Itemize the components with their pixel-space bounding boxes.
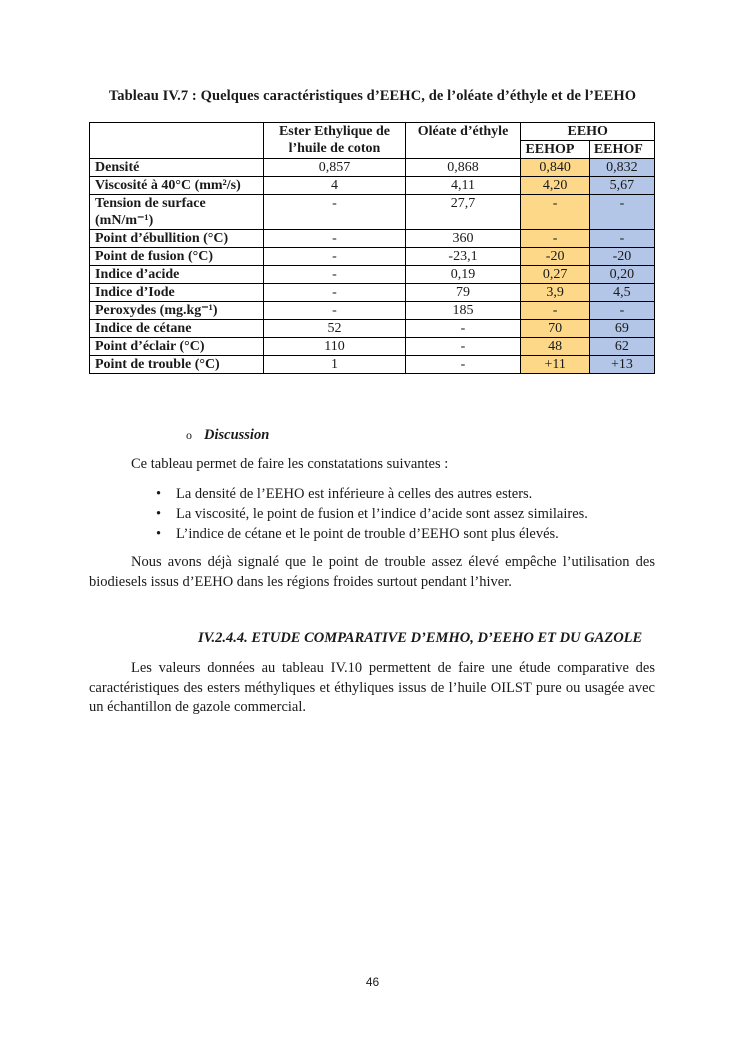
table-row: [90, 248, 655, 266]
bullet-icon: •: [156, 486, 162, 502]
cell-oleate-ethyle: 27,7: [405, 195, 521, 230]
table-row: [90, 195, 655, 230]
observations-list: [130, 484, 650, 544]
header-eeho-group: EEHO: [521, 123, 655, 141]
cell-eehop: -20: [521, 248, 589, 266]
row-label: Viscosité à 40°C (mm²/s): [90, 177, 264, 195]
row-label: Point de fusion (°C): [90, 248, 264, 266]
table-row: [90, 302, 655, 320]
cell-ester-ethylique: -: [264, 266, 405, 284]
cell-eehop: -: [521, 195, 589, 230]
header-eehof: EEHOF: [589, 141, 654, 159]
cell-ester-ethylique: -: [264, 248, 405, 266]
cell-eehof: -: [589, 302, 654, 320]
header-eehop: EEHOP: [521, 141, 589, 159]
cell-eehop: 48: [521, 338, 589, 356]
cell-eehof: 5,67: [589, 177, 654, 195]
cell-eehop: -: [521, 302, 589, 320]
cell-eehof: 69: [589, 320, 654, 338]
properties-table: [89, 122, 655, 374]
circle-bullet-icon: o: [186, 428, 192, 442]
row-label: Peroxydes (mg.kg⁻¹): [90, 302, 264, 320]
cell-ester-ethylique: -: [264, 284, 405, 302]
cell-ester-ethylique: 1: [264, 356, 405, 374]
row-label: Point d’ébullition (°C): [90, 230, 264, 248]
row-label: Indice de cétane: [90, 320, 264, 338]
table-row: [90, 159, 655, 177]
row-label: Point de trouble (°C): [90, 356, 264, 374]
cell-eehop: 70: [521, 320, 589, 338]
cell-ester-ethylique: -: [264, 195, 405, 230]
discussion-paragraph: Nous avons déjà signalé que le point de trouble assez élevé empêche l’utilisation des biodiesels issus d’EEHO dans les régions froides surtout pendant l’hiver.: [89, 554, 655, 590]
table-row: [90, 177, 655, 195]
cell-eehof: 0,20: [589, 266, 654, 284]
list-item-text: L’indice de cétane et le point de trouble d’EEHO sont plus élevés.: [176, 526, 559, 542]
cell-ester-ethylique: 4: [264, 177, 405, 195]
cell-ester-ethylique: 0,857: [264, 159, 405, 177]
cell-ester-ethylique: -: [264, 230, 405, 248]
row-label: Indice d’Iode: [90, 284, 264, 302]
row-label: Tension de surface (mN/m⁻¹): [90, 195, 264, 230]
bullet-icon: •: [156, 506, 162, 522]
cell-eehop: 0,840: [521, 159, 589, 177]
list-item: [130, 484, 650, 504]
cell-eehof: -: [589, 195, 654, 230]
list-item-text: La viscosité, le point de fusion et l’indice d’acide sont assez similaires.: [176, 506, 588, 522]
cell-eehop: 4,20: [521, 177, 589, 195]
cell-eehof: -: [589, 230, 654, 248]
row-label: Indice d’acide: [90, 266, 264, 284]
cell-oleate-ethyle: 360: [405, 230, 521, 248]
cell-oleate-ethyle: -23,1: [405, 248, 521, 266]
cell-oleate-ethyle: 4,11: [405, 177, 521, 195]
cell-oleate-ethyle: 79: [405, 284, 521, 302]
cell-eehof: 0,832: [589, 159, 654, 177]
table-row: [90, 266, 655, 284]
cell-oleate-ethyle: 0,19: [405, 266, 521, 284]
table-row: [90, 284, 655, 302]
cell-eehof: +13: [589, 356, 654, 374]
table-row: [90, 230, 655, 248]
table-caption: Tableau IV.7 : Quelques caractéristiques d’EEHC, de l’oléate d’éthyle et de l’EEHO: [108, 88, 637, 104]
cell-eehop: 0,27: [521, 266, 589, 284]
cell-eehop: -: [521, 230, 589, 248]
cell-eehof: -20: [589, 248, 654, 266]
table-row: [90, 338, 655, 356]
list-item-text: La densité de l’EEHO est inférieure à celles des autres esters.: [176, 486, 533, 502]
section-heading: IV.2.4.4. ETUDE COMPARATIVE D’EMHO, D’EEHO ET DU GAZOLE: [198, 630, 643, 646]
cell-eehop: 3,9: [521, 284, 589, 302]
header-ester-ethylique: Ester Ethylique de l’huile de coton: [264, 123, 405, 159]
cell-eehof: 4,5: [589, 284, 654, 302]
row-label: Densité: [90, 159, 264, 177]
bullet-icon: •: [156, 526, 162, 542]
discussion-title: Discussion: [204, 427, 270, 443]
table-row: [90, 356, 655, 374]
discussion-heading: [186, 427, 269, 444]
cell-oleate-ethyle: -: [405, 356, 521, 374]
cell-oleate-ethyle: 185: [405, 302, 521, 320]
cell-oleate-ethyle: -: [405, 338, 521, 356]
cell-oleate-ethyle: -: [405, 320, 521, 338]
cell-oleate-ethyle: 0,868: [405, 159, 521, 177]
page-number: 46: [365, 975, 380, 989]
cell-ester-ethylique: -: [264, 302, 405, 320]
cell-eehop: +11: [521, 356, 589, 374]
header-row: [90, 123, 655, 141]
cell-eehof: 62: [589, 338, 654, 356]
cell-ester-ethylique: 110: [264, 338, 405, 356]
header-oleate-ethyle: Oléate d’éthyle: [405, 123, 521, 159]
list-item: [130, 504, 650, 524]
discussion-intro: Ce tableau permet de faire les constatations suivantes :: [131, 456, 449, 472]
section-paragraph: Les valeurs données au tableau IV.10 permettent de faire une étude comparative des caractéristiques des esters méthyliques et éthyliques issus de l’huile OILST pure ou usagée avec un échantillon de gazole commercial.: [89, 660, 655, 715]
empty-header-cell: [90, 123, 264, 159]
row-label: Point d’éclair (°C): [90, 338, 264, 356]
list-item: [130, 524, 650, 544]
cell-ester-ethylique: 52: [264, 320, 405, 338]
table-row: [90, 320, 655, 338]
